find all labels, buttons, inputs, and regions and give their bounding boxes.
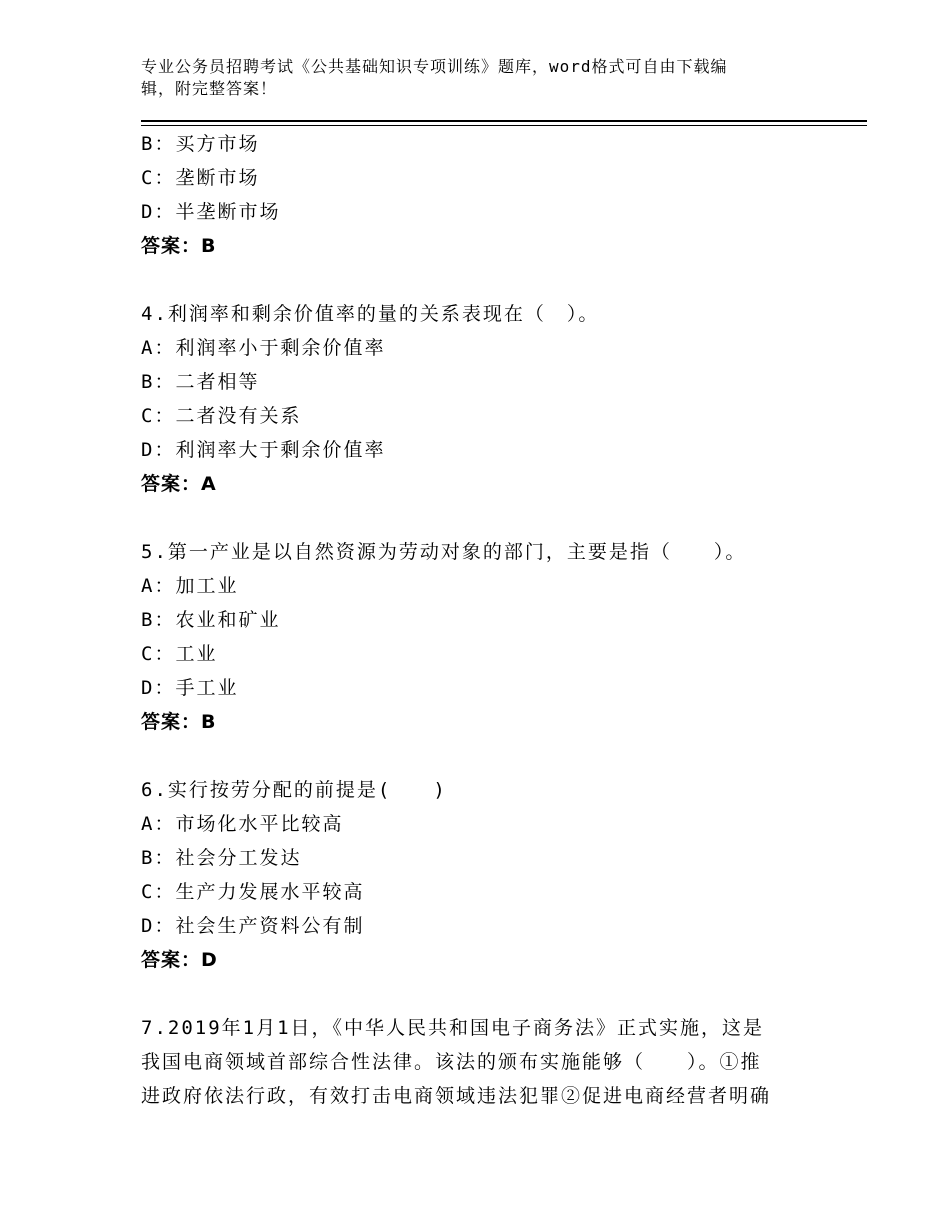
option-c: C：垄断市场 — [141, 167, 260, 189]
answer-text: 答案：B — [141, 711, 217, 733]
option-c: C：二者没有关系 — [141, 405, 302, 427]
spacer — [141, 739, 821, 773]
option-a: A：利润率小于剩余价值率 — [141, 337, 386, 359]
header-rule-thin — [141, 125, 867, 126]
answer-text: 答案：D — [141, 949, 218, 971]
option-a: A：市场化水平比较高 — [141, 813, 344, 835]
answer-text: 答案：B — [141, 235, 217, 257]
page-header — [141, 56, 801, 100]
header-line-1: 专业公务员招聘考试《公共基础知识专项训练》题库，word格式可自由下载编 — [141, 57, 728, 76]
question-block-4 — [141, 297, 821, 501]
spacer — [141, 977, 821, 1011]
option-d: D：社会生产资料公有制 — [141, 915, 365, 937]
option-d: D：利润率大于剩余价值率 — [141, 439, 386, 461]
question-text-line-3: 进政府依法行政，有效打击电商领域违法犯罪②促进电商经营者明确 — [141, 1085, 772, 1107]
spacer — [141, 501, 821, 535]
option-b: B：买方市场 — [141, 133, 260, 155]
question-text-line-2: 我国电商领域首部综合性法律。该法的颁布实施能够（ ）。①推 — [141, 1051, 762, 1073]
option-b: B：二者相等 — [141, 371, 260, 393]
option-d: D：半垄断市场 — [141, 201, 281, 223]
question-block-7 — [141, 1011, 801, 1113]
question-text-line-1: 7.2019年1月1日，《中华人民共和国电子商务法》正式实施，这是 — [141, 1017, 765, 1039]
question-text: 4.利润率和剩余价值率的量的关系表现在（ ）。 — [141, 303, 600, 325]
option-c: C：工业 — [141, 643, 218, 665]
option-b: B：农业和矿业 — [141, 609, 281, 631]
option-c: C：生产力发展水平较高 — [141, 881, 365, 903]
question-text: 6.实行按劳分配的前提是( ) — [141, 779, 447, 801]
spacer — [141, 263, 821, 297]
question-block-5 — [141, 535, 821, 739]
option-d: D：手工业 — [141, 677, 239, 699]
header-rule-thick — [141, 120, 867, 122]
answer-text: 答案：A — [141, 473, 217, 495]
header-line-2: 辑，附完整答案！ — [141, 79, 278, 98]
question-text: 5.第一产业是以自然资源为劳动对象的部门，主要是指（ ）。 — [141, 541, 747, 563]
option-a: A：加工业 — [141, 575, 239, 597]
option-b: B：社会分工发达 — [141, 847, 302, 869]
question-block-3 — [141, 127, 821, 263]
question-block-6 — [141, 773, 821, 977]
question-list — [141, 127, 821, 1113]
